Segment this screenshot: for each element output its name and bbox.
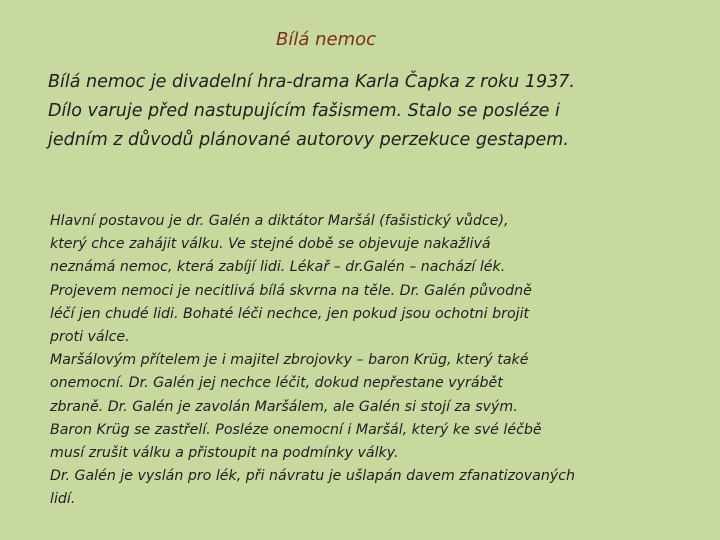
body-line: onemocní. Dr. Galén jej nechce léčit, dokud nepřestane vyrábět (50, 375, 503, 392)
body-line: proti válce. (50, 329, 130, 346)
body-line: který chce zahájit válku. Ve stejné době se objevuje nakažlivá (50, 236, 491, 253)
body-line: Projevem nemoci je necitlivá bílá skvrna na těle. Dr. Galén původně (50, 282, 532, 299)
intro-line: Dílo varuje před nastupujícím fašismem. Stalo se posléze i (48, 101, 560, 121)
body-line: léčí jen chudé lidi. Bohaté léči nechce, jen pokud jsou ochotni brojit (50, 305, 530, 322)
body-line: neznámá nemoc, která zabíjí lidi. Lékař – dr.Galén – nachází lék. (50, 259, 506, 276)
body-line: zbraně. Dr. Galén je zavolán Maršálem, ale Galén si stojí za svým. (50, 398, 518, 415)
body-line: Hlavní postavou je dr. Galén a diktátor Maršál (fašistický vůdce), (50, 213, 509, 229)
body-line: Dr. Galén je vyslán pro lék, při návratu je ušlapán davem zfanatizovaných (50, 468, 576, 485)
intro-paragraph (48, 68, 708, 155)
slide-title: Bílá nemoc (276, 29, 377, 50)
plot-summary-paragraph (50, 210, 710, 512)
intro-line: jedním z důvodů plánované autorovy perzekuce gestapem. (48, 130, 569, 150)
body-line: Maršálovým přítelem je i majitel zbrojovky – baron Krüg, který také (50, 352, 529, 369)
body-line: lidí. (50, 491, 76, 508)
body-line: musí zrušit válku a přistoupit na podmínky války. (50, 445, 399, 462)
body-line: Baron Krüg se zastřelí. Posléze onemocní i Maršál, který ke své léčbě (50, 421, 542, 438)
intro-line: Bílá nemoc je divadelní hra-drama Karla Čapka z roku 1937. (48, 72, 575, 92)
